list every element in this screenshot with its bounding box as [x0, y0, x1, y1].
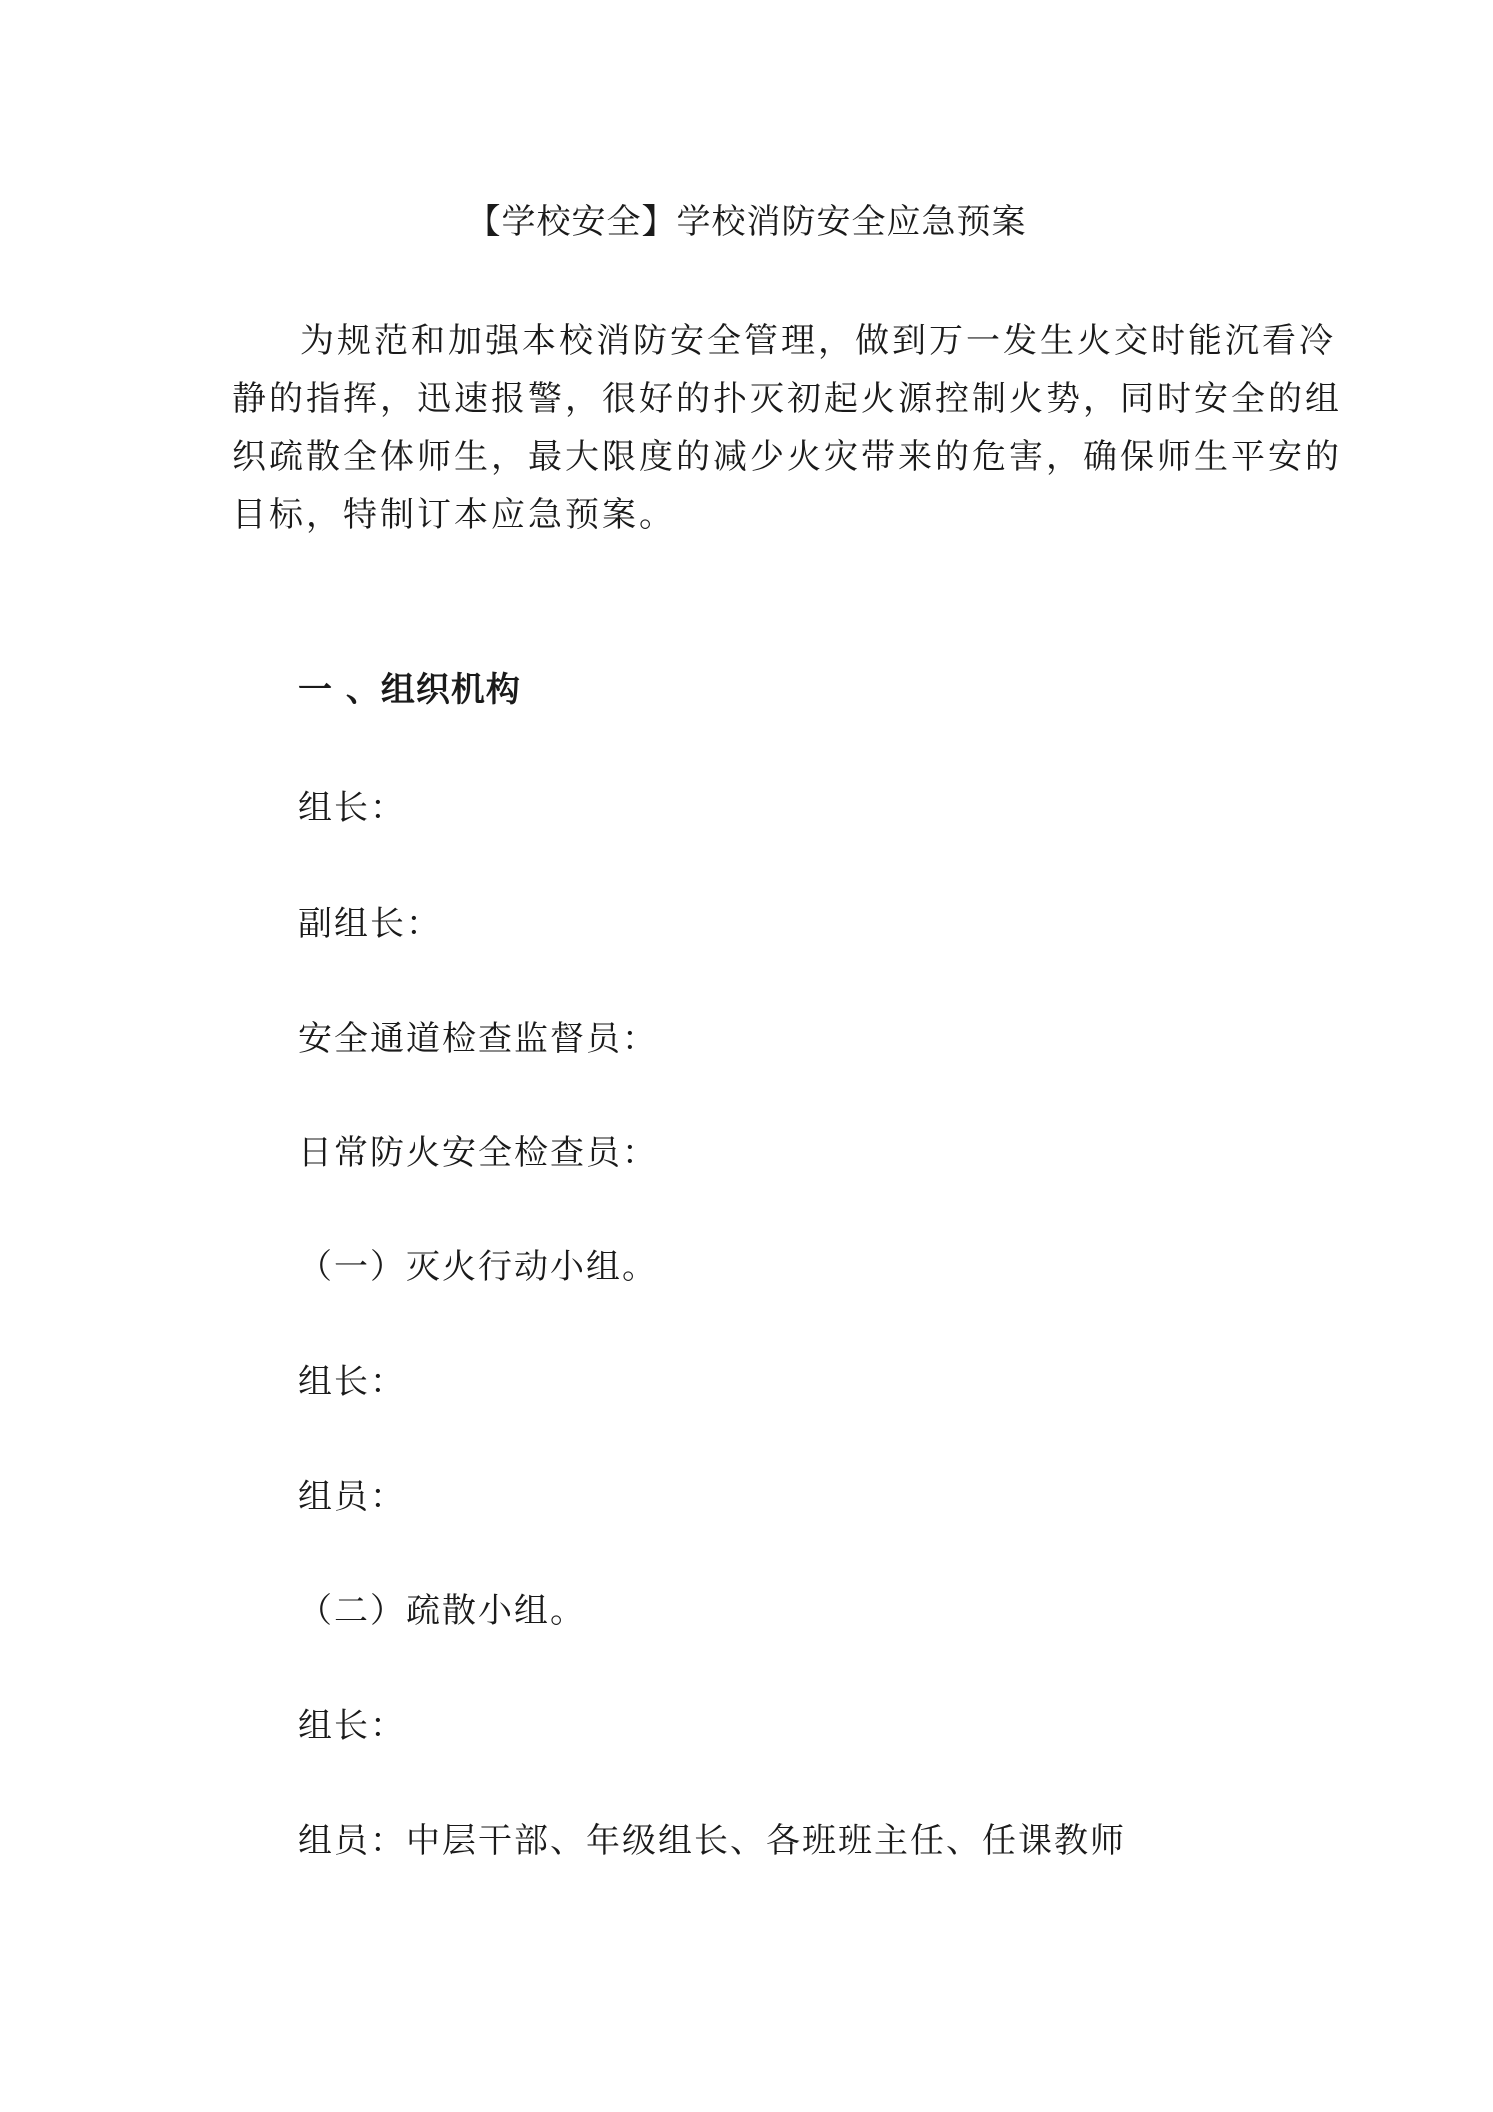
- text-line-evacuation-group: （二）疏散小组。: [298, 1591, 586, 1631]
- text-line-deputy-leader: 副组长：: [298, 904, 442, 944]
- section-heading: 一 、组织机构: [298, 670, 521, 710]
- text-line-fire-inspector: 日常防火安全检查员：: [298, 1133, 658, 1173]
- text-line-evacuation-leader: 组长：: [298, 1706, 406, 1746]
- text-line-leader: 组长：: [298, 788, 406, 828]
- intro-line: 目标，特制订本应急预案。: [232, 495, 676, 535]
- intro-paragraph: [232, 312, 1342, 544]
- intro-line: 为规范和加强本校消防安全管理，做到万一发生火交时能沉看冷: [300, 321, 1336, 361]
- intro-line: 静的指挥，迅速报警，很好的扑灭初起火源控制火势，同时安全的组: [232, 379, 1342, 419]
- text-line-evacuation-members: 组员：中层干部、年级组长、各班班主任、任课教师: [298, 1821, 1126, 1861]
- text-line-exit-inspector: 安全通道检查监督员：: [298, 1019, 658, 1059]
- text-line-group-leader: 组长：: [298, 1362, 406, 1402]
- intro-line: 织疏散全体师生，最大限度的减少火灾带来的危害，确保师生平安的: [232, 437, 1342, 477]
- document-title: 【学校安全】学校消防安全应急预案: [466, 202, 1027, 242]
- text-line-group-members: 组员：: [298, 1477, 406, 1517]
- text-line-firefighting-group: （一）灭火行动小组。: [298, 1247, 658, 1287]
